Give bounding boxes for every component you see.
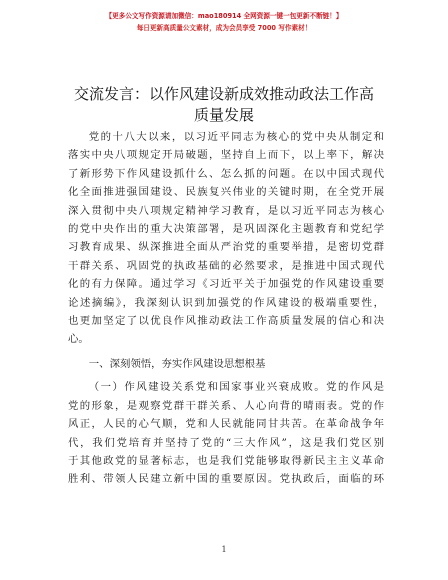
title-line-2: 质量发展 [193,106,254,124]
text-line: 风正，人民的心气顺，党和人民就能同甘共苦。在革命战争年 [68,418,384,431]
text-line: 也更加坚定了以优良作风推动政法工作高质量发展的信心和决 [68,315,384,328]
title-line-1: 交流发言：以作风建设新成效推动政法工作高 [73,85,374,103]
text-line: 干群关系、巩固党的执政基础的必然要求，是推进中国式现代 [68,259,384,272]
text-line: 深入贯彻中央八项规定精神学习教育，是以习近平同志为核心 [68,204,384,217]
paragraph-section-1 [68,378,384,488]
text-line: 的党中央作出的重大决策部署，是巩固深化主题教育和党纪学 [68,223,384,236]
text-line: 了新形势下作风建设抓什么、怎么抓的问题。在以中国式现代 [68,167,384,180]
document-body [68,128,384,489]
banner-line-1: 【更多公文写作资源请加微信：mao180914 全网资源一键一包更新不断链！】 [105,12,343,20]
page-number: 1 [221,545,227,554]
text-line: 代，我们党培育并坚持了党的“三大作风”，这是我们党区别 [68,436,384,449]
text-line: 化全面推进强国建设、民族复兴伟业的关键时期，在全党开展 [68,186,384,199]
text-line: （一）作风建设关系党和国家事业兴衰成败。党的作风是 [88,381,384,394]
text-line: 心。 [68,333,89,346]
text-line: 习教育成果、纵深推进全面从严治党的重要举措，是密切党群 [68,241,384,254]
document-title [56,84,392,126]
text-line: 于其他政党的显著标志，也是我们党能够取得新民主主义革命 [68,454,384,467]
text-line: 化的有力保障。通过学习《习近平关于加强党的作风建设重要 [68,278,384,291]
text-line: 论述摘编》，我深刻认识到加强党的作风建设的极端重要性， [68,296,384,309]
text-line: 党的形象，是观察党群干群关系、人心向背的晴雨表。党的作 [68,399,384,412]
section-heading: 一、深刻领悟，夯实作风建设思想根基 [88,357,266,370]
text-line: 党的十八大以来，以习近平同志为核心的党中央从制定和 [88,131,384,143]
paragraph-intro [68,128,384,349]
text-line: 落实中央八项规定开局破题，坚持自上而下，以上率下，解决 [68,149,384,162]
header-banner [0,10,448,34]
banner-line-2: 每日更新高质量公文素材，成为会员享受 7000 写作素材！ [136,24,312,32]
text-line: 胜利、带领人民建立新中国的重要原因。党执政后，面临的环 [68,473,384,486]
